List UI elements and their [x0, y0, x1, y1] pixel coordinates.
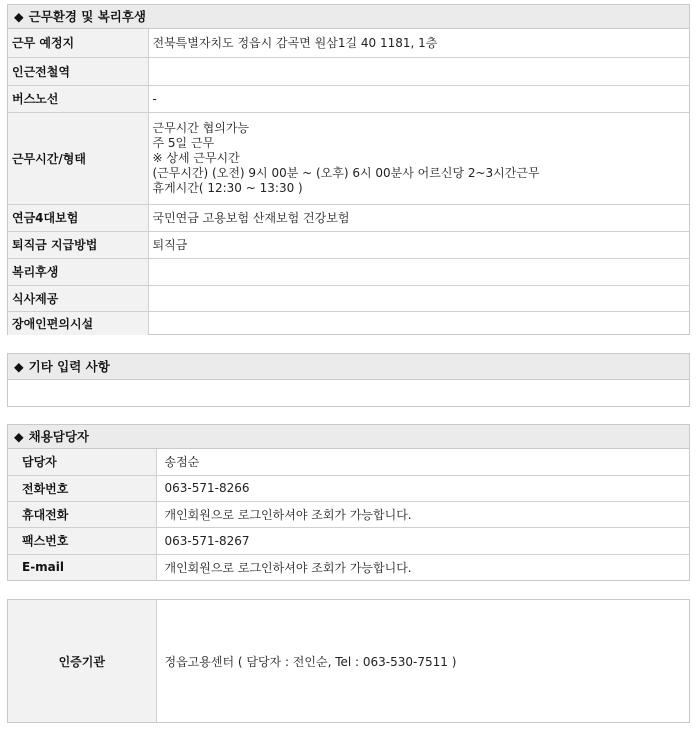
table-row: [8, 311, 689, 335]
other-info-header: [8, 354, 689, 380]
diamond-bullet-icon: ◆: [14, 429, 24, 444]
table-row: [8, 57, 689, 85]
row-label: 연금4대보험: [8, 204, 148, 231]
table-row: [8, 231, 689, 258]
table-row: [8, 112, 689, 204]
work-environment-section: [7, 4, 690, 335]
work-hours-line: ※ 상세 근무시간: [152, 150, 240, 165]
row-label: 식사제공: [8, 285, 148, 311]
table-row: [8, 204, 689, 231]
recruiter-name: 송점순: [164, 455, 200, 470]
phone-number: 063-571-8266: [156, 475, 689, 501]
section-title: 기타 입력 사항: [28, 359, 110, 374]
table-row: [8, 258, 689, 285]
certification-section: [7, 599, 690, 723]
table-row: [8, 501, 689, 527]
row-value: 국민연금 고용보험 산재보험 건강보험: [148, 204, 689, 231]
work-hours-line: 휴게시간( 12:30 ~ 13:30 ): [152, 180, 303, 195]
row-value: [148, 285, 689, 311]
table-row: [8, 554, 689, 580]
diamond-bullet-icon: ◆: [14, 359, 24, 374]
table-row: [8, 475, 689, 501]
certification-value: 정읍고용센터 ( 담당자 : 전인순, Tel : 063-530-7511 ): [164, 654, 457, 669]
row-label: 팩스번호: [8, 527, 156, 554]
row-value: [148, 258, 689, 285]
row-label: 담당자: [8, 449, 156, 475]
table-row: [8, 449, 689, 475]
fax-number: 063-571-8267: [156, 527, 689, 554]
row-label: E-mail: [8, 554, 156, 580]
row-value: [148, 57, 689, 85]
recruiter-contact-header: [8, 425, 689, 449]
work-hours-line: (근무시간) (오전) 9시 00분 ~ (오후) 6시 00분사 어르신당 2~3시간근무: [152, 165, 540, 180]
row-label: 퇴직금 지급방법: [8, 231, 148, 258]
row-label: 근무 예정지: [8, 29, 148, 57]
work-hours-value: [148, 112, 689, 204]
work-environment-header: [8, 5, 689, 29]
section-title: 채용담당자: [28, 429, 90, 444]
recruiter-contact-table: [8, 449, 689, 580]
row-label: 버스노선: [8, 85, 148, 112]
row-value: [148, 311, 689, 335]
work-hours-line: 근무시간 협의가능: [152, 120, 250, 135]
recruiter-contact-section: [7, 424, 690, 581]
row-value: -: [148, 85, 689, 112]
mobile-login-required: 개인회원으로 로그인하셔야 조회가 가능합니다.: [156, 501, 689, 527]
row-label: 인근전철역: [8, 57, 148, 85]
work-environment-table: [8, 29, 689, 335]
work-hours-line: 주 5일 근무: [152, 135, 215, 150]
certification-table: [8, 600, 689, 722]
table-row: [8, 527, 689, 554]
email-login-required: 개인회원으로 로그인하셔야 조회가 가능합니다.: [156, 554, 689, 580]
certification-label: 인증기관: [8, 600, 156, 722]
diamond-bullet-icon: ◆: [14, 9, 24, 24]
other-info-content: [8, 380, 689, 406]
row-label: 전화번호: [8, 475, 156, 501]
row-label: 휴대전화: [8, 501, 156, 527]
row-value: 퇴직금: [148, 231, 689, 258]
row-label: 근무시간/형태: [8, 112, 148, 204]
table-row: [8, 85, 689, 112]
table-row: [8, 29, 689, 57]
table-row: [8, 285, 689, 311]
other-info-section: [7, 353, 690, 407]
table-row: [8, 600, 689, 722]
row-label: 복리후생: [8, 258, 148, 285]
row-value: 전북특별자치도 정읍시 감곡면 원삼1길 40 1181, 1층: [152, 36, 438, 51]
section-title: 근무환경 및 복리후생: [28, 9, 147, 24]
row-label: 장애인편의시설: [8, 311, 148, 335]
